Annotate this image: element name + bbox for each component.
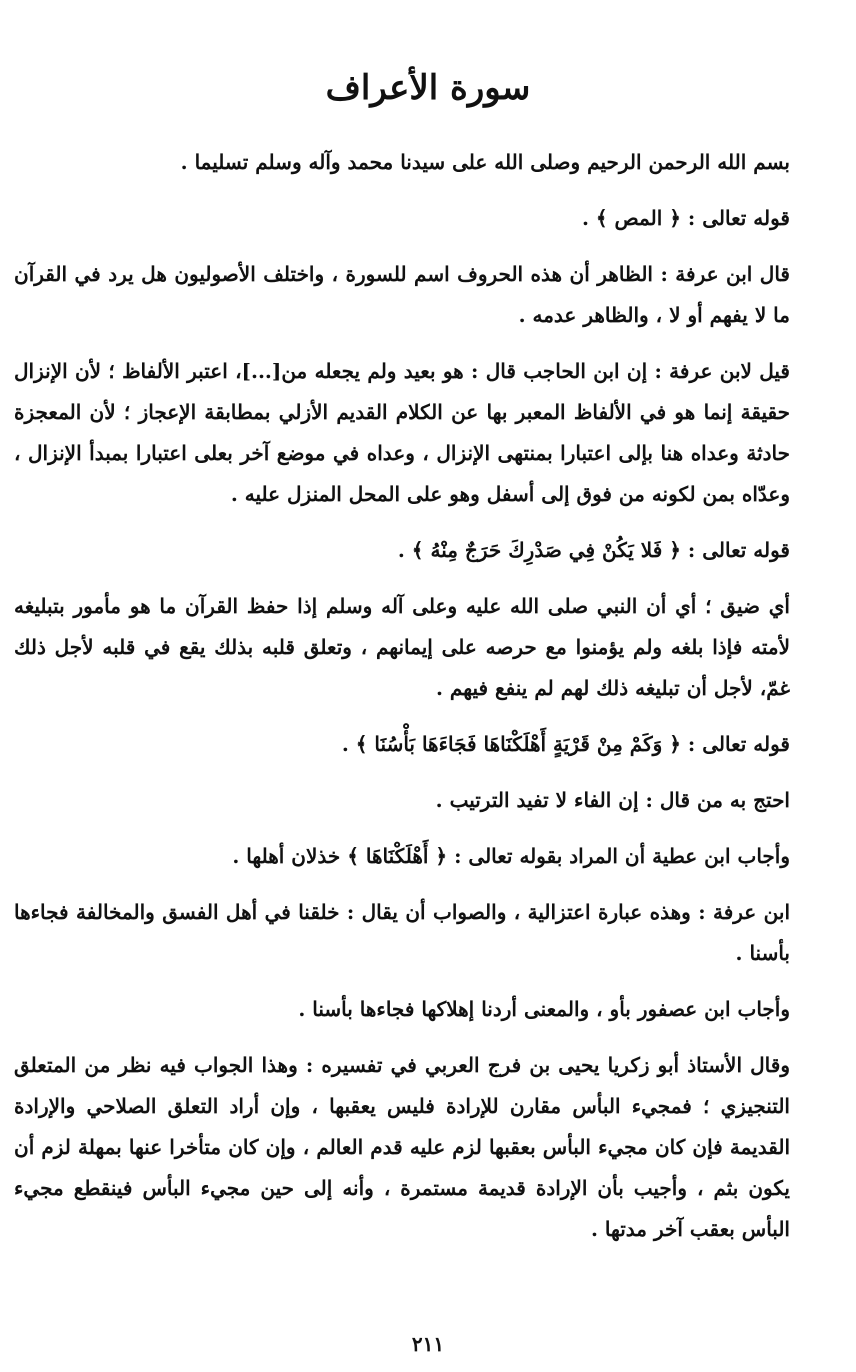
paragraph-verse: قوله تعالى : ﴿ وَكَمْ مِنْ قَرْيَةٍ أَهْلَكْنَاهَا فَجَاءَهَا بَأْسُنَا ﴾ . xyxy=(341,732,790,756)
paragraph: وأجاب ابن عطية أن المراد بقوله تعالى : ﴿ أَهْلَكْنَاهَا ﴾ خذلان أهلها . xyxy=(232,844,790,868)
body-text xyxy=(14,142,790,1265)
page-number: ٢١١ xyxy=(411,1332,445,1356)
paragraph: قيل لابن عرفة : إن ابن الحاجب قال : هو بعيد ولم يجعله من[...]، اعتبر الألفاظ ؛ لأن الإنزال حقيقة إنما هو في الألفاظ المعبر بها عن الكلام القديم الأزلي بمطابقة الإعجاز ؛ لأن المعجزة حادثة وعداه هنا بإلى اعتبارا بمنتهى الإنزال ، وعداه في موضع آخر بعلى اعتبارا بمبدأ الإنزال ، وعدّاه بمن لكونه من فوق إلى أسفل وهو على المحل المنزل عليه . xyxy=(14,359,790,506)
paragraph: قال ابن عرفة : الظاهر أن هذه الحروف اسم للسورة ، واختلف الأصوليون هل يرد في القرآن ما لا يفهم أو لا ، والظاهر عدمه . xyxy=(14,262,790,327)
paragraph: ابن عرفة : وهذه عبارة اعتزالية ، والصواب أن يقال : خلقنا في أهل الفسق والمخالفة فجاءها بأسنا . xyxy=(14,900,790,965)
paragraph-basmala: بسم الله الرحمن الرحيم وصلى الله على سيدنا محمد وآله وسلم تسليما . xyxy=(180,150,790,174)
paragraph: أي ضيق ؛ أي أن النبي صلى الله عليه وعلى آله وسلم إذا حفظ القرآن ما هو مأمور بتبليغه لأمته فإذا بلغه ولم يؤمنوا مع حرصه على إيمانهم ، وتعلق قلبه بذلك يقع في قلبه لأجل ذلك غمّ، لأجل أن تبليغه ذلك لهم لم ينفع فيهم . xyxy=(14,594,790,700)
page-title: سورة الأعراف xyxy=(325,68,531,108)
paragraph-verse: قوله تعالى : ﴿ فَلا يَكُنْ فِي صَدْرِكَ حَرَجٌ مِنْهُ ﴾ . xyxy=(397,538,790,562)
paragraph: احتج به من قال : إن الفاء لا تفيد الترتيب . xyxy=(435,788,790,812)
paragraph: وقال الأستاذ أبو زكريا يحيى بن فرج العربي في تفسيره : وهذا الجواب فيه نظر من المتعلق التنجيزي ؛ فمجيء البأس مقارن للإرادة فليس يعقبها ، وإن أراد التعلق الصلاحي والإرادة القديمة فإن كان مجيء البأس بعقبها لزم عليه قدم العالم ، وإن كان متأخرا عنها بمهلة لزم أن يكون بثم ، وأجيب بأن الإرادة قديمة مستمرة ، وأنه إلى حين مجيء البأس فينقطع مجيء البأس بعقب آخر مدتها . xyxy=(14,1053,790,1241)
paragraph: وأجاب ابن عصفور بأو ، والمعنى أردنا إهلاكها فجاءها بأسنا . xyxy=(298,997,790,1021)
paragraph-verse-almas: قوله تعالى : ﴿ المص ﴾ . xyxy=(581,206,790,230)
